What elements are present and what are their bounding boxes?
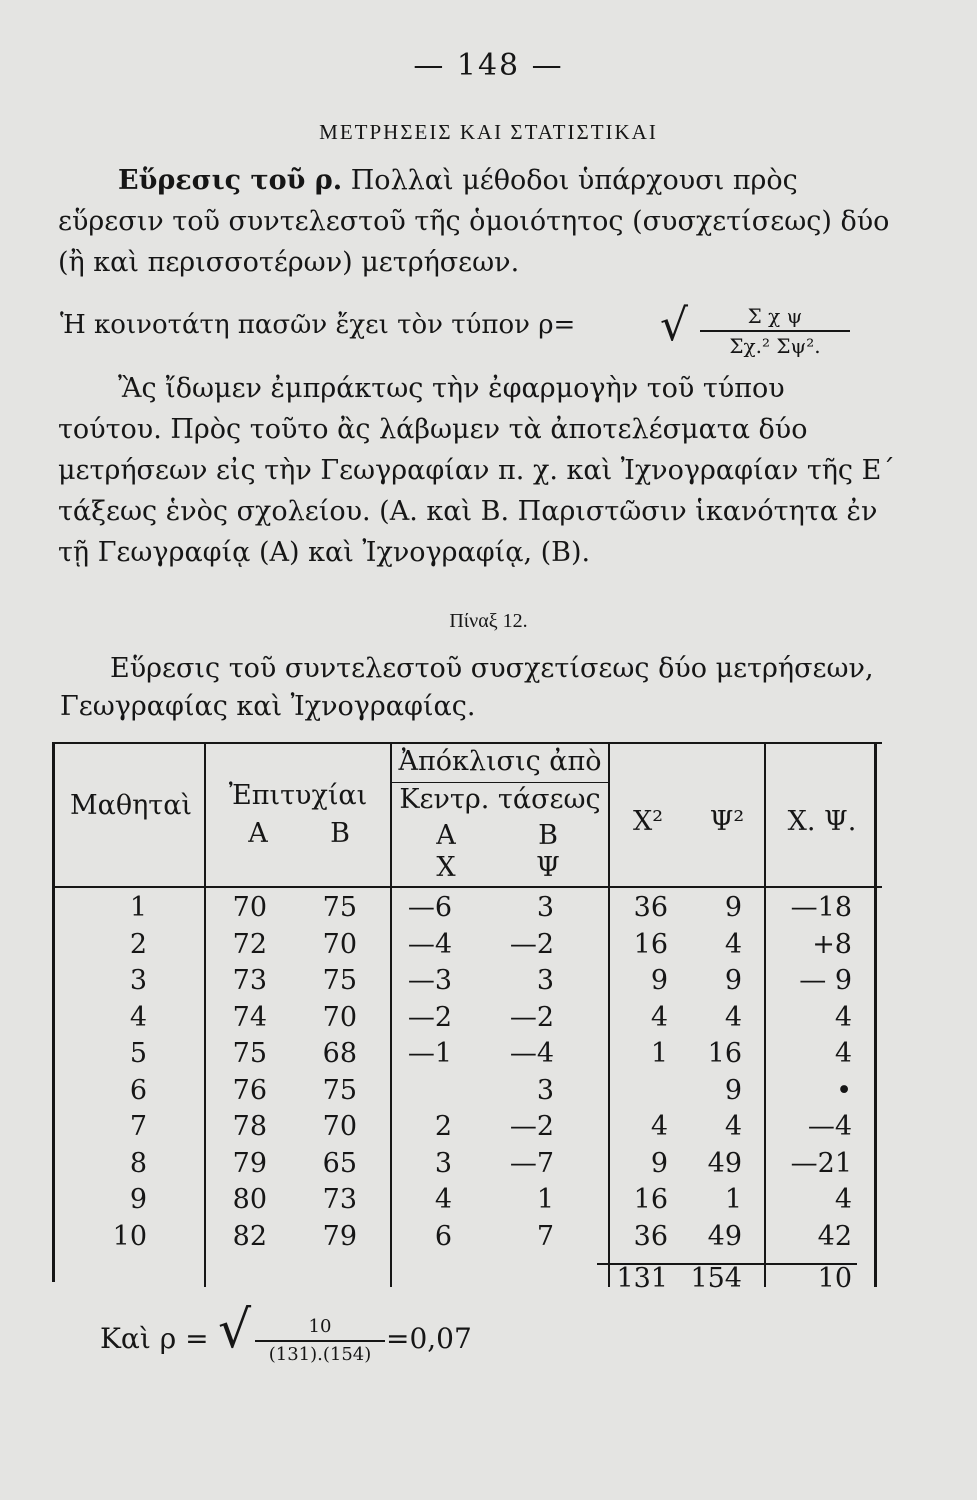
cell-y-9: 1 bbox=[536, 1184, 554, 1215]
cell-y-2: —2 bbox=[509, 928, 554, 960]
cell-b-6: 75 bbox=[322, 1074, 357, 1106]
cell-xy-5: 4 bbox=[834, 1038, 852, 1069]
total-y2: 154 bbox=[690, 1263, 742, 1294]
header-dev-b: Β bbox=[538, 820, 558, 851]
cell-n-7: 7 bbox=[129, 1111, 147, 1142]
result-prefix: Καὶ ρ = bbox=[100, 1322, 209, 1355]
cell-x-9: 4 bbox=[434, 1184, 452, 1215]
cell-x-7: 2 bbox=[434, 1111, 452, 1142]
cell-n-10: 10 bbox=[112, 1220, 147, 1252]
correlation-table bbox=[52, 742, 882, 1292]
cell-x2-3: 9 bbox=[650, 965, 668, 996]
cell-y2-7: 4 bbox=[724, 1111, 742, 1142]
cell-x2-8: 9 bbox=[650, 1147, 668, 1179]
cell-n-2: 2 bbox=[129, 928, 147, 960]
cell-a-7: 78 bbox=[232, 1111, 267, 1142]
cell-xy-10: 42 bbox=[817, 1220, 852, 1252]
cell-n-6: 6 bbox=[129, 1074, 147, 1106]
cell-y2-10: 49 bbox=[707, 1220, 742, 1252]
explanation-paragraph: Ἂς ἴδωμεν ἐμπράκτως τὴν ἐφαρμογὴν τοῦ τύπου τούτου. Πρὸς τοῦτο ἂς λάβωμεν τὰ ἀποτελέσματα δύο μετρήσεων εἰς τὴν Γεωγραφίαν π. χ. καὶ Ἰχνογραφίαν τῆς Ε΄ τάξεως ἑνὸς σχολείου. (Α. καὶ Β. Παριστῶσιν ἱκανότητα ἐν τῇ Γεωγραφίᾳ (Α) καὶ Ἰχνογραφίᾳ, (Β). bbox=[58, 373, 895, 568]
table-label: Πίναξ 12. bbox=[449, 610, 528, 632]
cell-x2-1: 36 bbox=[633, 892, 668, 923]
cell-xy-2: +8 bbox=[812, 928, 852, 960]
header-succ-a: Α bbox=[248, 818, 268, 849]
table-header-rule bbox=[52, 886, 882, 888]
result-formula bbox=[100, 1300, 600, 1390]
header-succ-b: Β bbox=[330, 818, 350, 849]
cell-y-6: 3 bbox=[536, 1074, 554, 1106]
cell-b-1: 75 bbox=[322, 892, 357, 923]
header-students: Μαθηταὶ bbox=[69, 790, 193, 821]
cell-x2-5: 1 bbox=[650, 1038, 668, 1069]
cell-a-10: 82 bbox=[232, 1220, 267, 1252]
cell-y2-2: 4 bbox=[724, 928, 742, 960]
cell-x-4: —2 bbox=[407, 1001, 452, 1033]
cell-x2-9: 16 bbox=[633, 1184, 668, 1215]
cell-n-8: 8 bbox=[129, 1147, 147, 1179]
intro-heading: Εὕρεσις τοῦ ρ. bbox=[118, 165, 343, 196]
total-x2: 131 bbox=[616, 1263, 668, 1294]
cell-n-9: 9 bbox=[129, 1184, 147, 1215]
table-left-rule bbox=[52, 742, 55, 1282]
formula-fraction bbox=[700, 302, 850, 360]
cell-b-3: 75 bbox=[322, 965, 357, 996]
cell-x-3: —3 bbox=[407, 965, 452, 996]
cell-n-3: 3 bbox=[129, 965, 147, 996]
header-dev-a: Α bbox=[436, 820, 456, 851]
formula-line bbox=[60, 300, 900, 370]
cell-x2-2: 16 bbox=[633, 928, 668, 960]
running-head: ΜΕΤΡΗΣΕΙΣ ΚΑΙ ΣΤΑΤΙΣΤΙΚΑΙ bbox=[319, 120, 658, 144]
cell-y2-9: 1 bbox=[724, 1184, 742, 1215]
cell-b-4: 70 bbox=[322, 1001, 357, 1033]
cell-y-1: 3 bbox=[536, 892, 554, 923]
cell-x-1: —6 bbox=[407, 892, 452, 923]
intro-text: Πολλαὶ μέθοδοι ὑπάρχουσι πρὸς εὕρεσιν τοῦ συντελεστοῦ τῆς ὁμοιότητος (συσχετίσεως) δύο (ἢ καὶ περισσοτέρων) μετρήσεων. bbox=[58, 165, 890, 278]
cell-b-5: 68 bbox=[322, 1038, 357, 1069]
page-number: — 148 — bbox=[413, 48, 564, 83]
cell-x-10: 6 bbox=[434, 1220, 452, 1252]
cell-xy-3: — 9 bbox=[799, 965, 852, 996]
cell-b-2: 70 bbox=[322, 928, 357, 960]
result-numerator: 10 bbox=[255, 1314, 385, 1342]
dev-header-rule bbox=[390, 782, 608, 783]
cell-n-4: 4 bbox=[129, 1001, 147, 1033]
cell-x-5: —1 bbox=[407, 1038, 452, 1069]
cell-a-8: 79 bbox=[232, 1147, 267, 1179]
cell-xy-9: 4 bbox=[834, 1184, 852, 1215]
intro-paragraph bbox=[58, 160, 896, 283]
radical-sign: √ bbox=[660, 300, 689, 351]
header-deviation-1: Ἀπόκλισις ἀπὸ bbox=[398, 746, 602, 777]
formula-numerator: Σ χ ψ bbox=[700, 302, 850, 332]
cell-xy-8: —21 bbox=[790, 1147, 852, 1179]
result-fraction bbox=[255, 1314, 385, 1368]
cell-a-4: 74 bbox=[232, 1001, 267, 1033]
header-psi2: Ψ² bbox=[709, 806, 745, 837]
cell-y-5: —4 bbox=[509, 1038, 554, 1069]
cell-a-3: 73 bbox=[232, 965, 267, 996]
cell-x2-4: 4 bbox=[650, 1001, 668, 1033]
result-radical: √ bbox=[218, 1300, 252, 1360]
cell-b-10: 79 bbox=[322, 1220, 357, 1252]
cell-n-1: 1 bbox=[129, 892, 147, 923]
header-xpsi: Χ. Ψ. bbox=[787, 806, 857, 837]
cell-y2-4: 4 bbox=[724, 1001, 742, 1033]
cell-b-7: 70 bbox=[322, 1111, 357, 1142]
cell-a-9: 80 bbox=[232, 1184, 267, 1215]
cell-xy-6: • bbox=[836, 1074, 852, 1106]
cell-y-7: —2 bbox=[509, 1111, 554, 1142]
header-dev-psi: Ψ bbox=[536, 852, 560, 883]
cell-xy-7: —4 bbox=[807, 1111, 852, 1142]
cell-b-9: 73 bbox=[322, 1184, 357, 1215]
cell-x-2: —4 bbox=[407, 928, 452, 960]
cell-a-1: 70 bbox=[232, 892, 267, 923]
header-deviation-2: Κεντρ. τάσεως bbox=[399, 784, 601, 815]
table-title: Εὕρεσις τοῦ συντελεστοῦ συσχετίσεως δύο μετρήσεων, Γεωγραφίας καὶ Ἰχνογραφίας. bbox=[60, 653, 874, 722]
cell-y2-3: 9 bbox=[724, 965, 742, 996]
header-successes: Ἐπιτυχίαι bbox=[228, 780, 368, 811]
cell-xy-1: —18 bbox=[790, 892, 852, 923]
cell-b-8: 65 bbox=[322, 1147, 357, 1179]
cell-y-4: —2 bbox=[509, 1001, 554, 1033]
cell-y2-1: 9 bbox=[724, 892, 742, 923]
result-value: =0,07 bbox=[386, 1322, 472, 1355]
cell-n-5: 5 bbox=[129, 1038, 147, 1069]
cell-y2-6: 9 bbox=[724, 1074, 742, 1106]
cell-y-8: —7 bbox=[509, 1147, 554, 1179]
formula-denominator: Σχ.² Σψ². bbox=[729, 334, 821, 358]
result-denominator: (131).(154) bbox=[268, 1344, 372, 1365]
cell-y2-8: 49 bbox=[707, 1147, 742, 1179]
formula-text: Ἡ κοινοτάτη πασῶν ἔχει τὸν τύπον ρ= bbox=[60, 310, 576, 340]
cell-x-8: 3 bbox=[434, 1147, 452, 1179]
cell-a-5: 75 bbox=[232, 1038, 267, 1069]
total-xy: 10 bbox=[817, 1263, 852, 1294]
cell-a-2: 72 bbox=[232, 928, 267, 960]
cell-a-6: 76 bbox=[232, 1074, 267, 1106]
cell-y2-5: 16 bbox=[707, 1038, 742, 1069]
header-x2: Χ² bbox=[632, 806, 664, 837]
col-rule-4 bbox=[764, 742, 766, 1287]
cell-y-3: 3 bbox=[536, 965, 554, 996]
cell-x2-10: 36 bbox=[633, 1220, 668, 1252]
cell-xy-4: 4 bbox=[834, 1001, 852, 1033]
table-top-rule bbox=[52, 742, 882, 744]
header-dev-x: Χ bbox=[436, 852, 456, 883]
cell-y-10: 7 bbox=[536, 1220, 554, 1252]
cell-x2-7: 4 bbox=[650, 1111, 668, 1142]
